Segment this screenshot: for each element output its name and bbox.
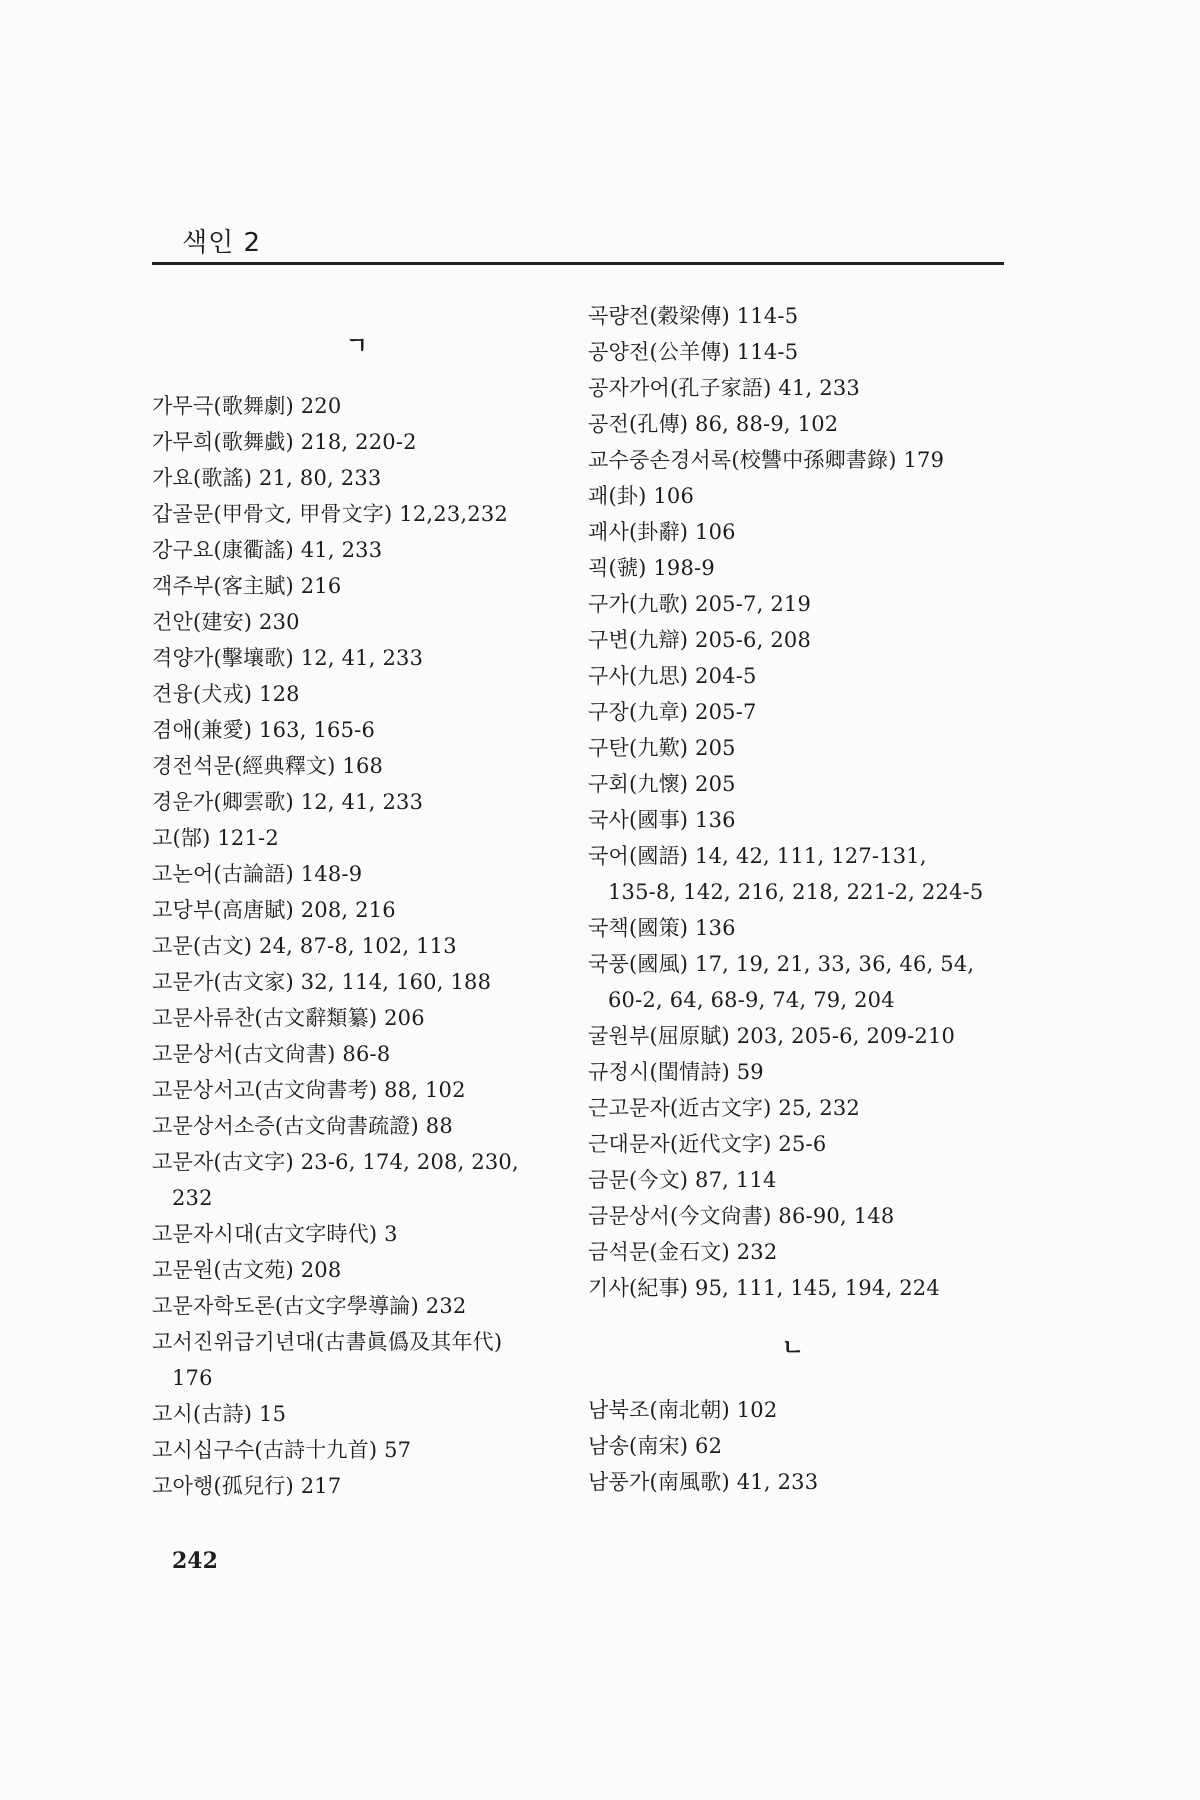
- index-entry: [588, 442, 1028, 478]
- index-entry: [152, 1072, 592, 1108]
- index-entry: [588, 370, 1028, 406]
- index-entry: [588, 550, 1028, 586]
- entry-text: 구가(九歌) 205-7, 219: [588, 592, 812, 616]
- running-header: 색인 2: [182, 228, 262, 258]
- index-entry: [152, 604, 592, 640]
- left-column: [152, 298, 592, 1504]
- entry-text: 고문상서소증(古文尙書疏證) 88: [152, 1114, 453, 1138]
- index-entry: [152, 1216, 592, 1252]
- entry-text: 교수중손경서록(校讐中孫卿書錄) 179: [588, 448, 945, 472]
- index-entry: [588, 838, 1028, 874]
- index-entry: [588, 586, 1028, 622]
- entry-text: 고(郜) 121-2: [152, 826, 279, 850]
- entry-continuation-text: 232: [172, 1186, 213, 1210]
- index-entry: [152, 1036, 592, 1072]
- entry-text: 남풍가(南風歌) 41, 233: [588, 1470, 819, 1494]
- index-entry: [588, 946, 1028, 982]
- entry-continuation-text: 135-8, 142, 216, 218, 221-2, 224-5: [608, 880, 984, 904]
- entry-text: 공자가어(孔子家語) 41, 233: [588, 376, 860, 400]
- entry-text: 강구요(康衢謠) 41, 233: [152, 538, 383, 562]
- section-heading: [152, 298, 592, 388]
- entry-text: 굴원부(屈原賦) 203, 205-6, 209-210: [588, 1024, 956, 1048]
- index-entry: [152, 460, 592, 496]
- index-entry: [588, 1090, 1028, 1126]
- entry-continuation-text: 176: [172, 1366, 213, 1390]
- entry-text: 가무희(歌舞戱) 218, 220-2: [152, 430, 417, 454]
- index-entry: [152, 532, 592, 568]
- index-entry: [152, 1000, 592, 1036]
- entry-text: 고문원(古文苑) 208: [152, 1258, 342, 1282]
- entry-text: 금문상서(今文尙書) 86-90, 148: [588, 1204, 895, 1228]
- index-entry: [152, 856, 592, 892]
- index-entry: [152, 496, 592, 532]
- entry-text: 규정시(閨情詩) 59: [588, 1060, 764, 1084]
- index-entry: [152, 424, 592, 460]
- index-entry: [152, 1468, 592, 1504]
- index-entry: [588, 658, 1028, 694]
- index-entry: [152, 1432, 592, 1468]
- entry-text: 고문상서(古文尙書) 86-8: [152, 1042, 391, 1066]
- entry-text: 건안(建安) 230: [152, 610, 300, 634]
- right-column: [588, 298, 1028, 1500]
- index-entry: [152, 1144, 592, 1180]
- index-entry: [588, 1126, 1028, 1162]
- section-heading-letter: ㄱ: [345, 333, 369, 359]
- index-entry: [588, 1234, 1028, 1270]
- index-entry: [588, 298, 1028, 334]
- entry-text: 고논어(古論語) 148-9: [152, 862, 363, 886]
- page-number: 242: [172, 1548, 218, 1574]
- index-entry: [152, 388, 592, 424]
- index-entry: [588, 694, 1028, 730]
- index-entry: [588, 478, 1028, 514]
- index-entry: [588, 334, 1028, 370]
- entry-text: 겸애(兼愛) 163, 165-6: [152, 718, 376, 742]
- entry-text: 남송(南宋) 62: [588, 1434, 723, 1458]
- index-entry: [152, 676, 592, 712]
- entry-text: 가요(歌謠) 21, 80, 233: [152, 466, 382, 490]
- entry-text: 근대문자(近代文字) 25-6: [588, 1132, 827, 1156]
- index-entry: [588, 622, 1028, 658]
- index-entry: [588, 1428, 1028, 1464]
- entry-text: 국책(國策) 136: [588, 916, 736, 940]
- entry-text: 경전석문(經典釋文) 168: [152, 754, 384, 778]
- index-entry: [588, 406, 1028, 442]
- entry-text: 고문상서고(古文尙書考) 88, 102: [152, 1078, 466, 1102]
- entry-text: 근고문자(近古文字) 25, 232: [588, 1096, 860, 1120]
- entry-text: 국어(國語) 14, 42, 111, 127-131,: [588, 844, 927, 868]
- index-entry: [152, 892, 592, 928]
- entry-text: 국사(國事) 136: [588, 808, 736, 832]
- entry-text: 구사(九思) 204-5: [588, 664, 757, 688]
- index-entry: [588, 1392, 1028, 1428]
- entry-text: 기사(紀事) 95, 111, 145, 194, 224: [588, 1276, 940, 1300]
- index-entry: [152, 748, 592, 784]
- entry-text: 구변(九辯) 205-6, 208: [588, 628, 812, 652]
- index-entry: [588, 514, 1028, 550]
- entry-text: 금석문(金石文) 232: [588, 1240, 778, 1264]
- entry-text: 괘사(卦辭) 106: [588, 520, 736, 544]
- index-entry: [588, 1054, 1028, 1090]
- index-entry-continuation: [152, 1180, 592, 1216]
- index-entry: [152, 928, 592, 964]
- entry-text: 고당부(高唐賦) 208, 216: [152, 898, 396, 922]
- index-entry: [152, 640, 592, 676]
- entry-text: 공양전(公羊傳) 114-5: [588, 340, 799, 364]
- index-entry: [588, 802, 1028, 838]
- index-entry-continuation: [588, 874, 1028, 910]
- entry-text: 고문(古文) 24, 87-8, 102, 113: [152, 934, 457, 958]
- entry-text: 고서진위급기년대(古書眞僞及其年代): [152, 1330, 503, 1354]
- entry-text: 곡량전(穀梁傳) 114-5: [588, 304, 799, 328]
- entry-text: 격양가(擊壤歌) 12, 41, 233: [152, 646, 424, 670]
- index-entry: [152, 1396, 592, 1432]
- entry-text: 고시(古詩) 15: [152, 1402, 287, 1426]
- header-rule: [152, 262, 1004, 265]
- section-heading-letter: ㄴ: [781, 1335, 805, 1361]
- entry-text: 고시십구수(古詩十九首) 57: [152, 1438, 412, 1462]
- index-entry-continuation: [588, 982, 1028, 1018]
- index-entry: [588, 1162, 1028, 1198]
- entry-text: 괘(卦) 106: [588, 484, 695, 508]
- index-entry: [588, 1198, 1028, 1234]
- entry-continuation-text: 60-2, 64, 68-9, 74, 79, 204: [608, 988, 895, 1012]
- entry-text: 공전(孔傳) 86, 88-9, 102: [588, 412, 839, 436]
- index-entry: [152, 1108, 592, 1144]
- index-entry: [588, 1464, 1028, 1500]
- entry-text: 남북조(南北朝) 102: [588, 1398, 778, 1422]
- entry-text: 괵(虢) 198-9: [588, 556, 715, 580]
- entry-text: 고문사류찬(古文辭類纂) 206: [152, 1006, 425, 1030]
- index-entry: [588, 910, 1028, 946]
- index-entry-continuation: [152, 1360, 592, 1396]
- entry-text: 국풍(國風) 17, 19, 21, 33, 36, 46, 54,: [588, 952, 975, 976]
- entry-text: 경운가(卿雲歌) 12, 41, 233: [152, 790, 424, 814]
- index-entry: [588, 1018, 1028, 1054]
- index-entry: [152, 784, 592, 820]
- index-entry: [152, 568, 592, 604]
- entry-text: 구장(九章) 205-7: [588, 700, 757, 724]
- index-entry: [588, 766, 1028, 802]
- section-heading: [588, 1306, 1028, 1392]
- index-entry: [152, 1252, 592, 1288]
- index-entry: [152, 964, 592, 1000]
- entry-text: 가무극(歌舞劇) 220: [152, 394, 342, 418]
- index-entry: [152, 712, 592, 748]
- entry-text: 객주부(客主賦) 216: [152, 574, 342, 598]
- entry-text: 고문자학도론(古文字學導論) 232: [152, 1294, 467, 1318]
- entry-text: 갑골문(甲骨文, 甲骨文字) 12,23,232: [152, 502, 508, 526]
- entry-text: 금문(今文) 87, 114: [588, 1168, 777, 1192]
- index-entry: [152, 1288, 592, 1324]
- index-entry: [588, 1270, 1028, 1306]
- index-entry: [152, 820, 592, 856]
- entry-text: 고문자(古文字) 23-6, 174, 208, 230,: [152, 1150, 519, 1174]
- entry-text: 고문가(古文家) 32, 114, 160, 188: [152, 970, 492, 994]
- entry-text: 고아행(孤兒行) 217: [152, 1474, 342, 1498]
- index-entry: [588, 730, 1028, 766]
- entry-text: 구탄(九歎) 205: [588, 736, 736, 760]
- entry-text: 견융(犬戎) 128: [152, 682, 300, 706]
- entry-text: 구회(九懷) 205: [588, 772, 736, 796]
- index-entry: [152, 1324, 592, 1360]
- entry-text: 고문자시대(古文字時代) 3: [152, 1222, 398, 1246]
